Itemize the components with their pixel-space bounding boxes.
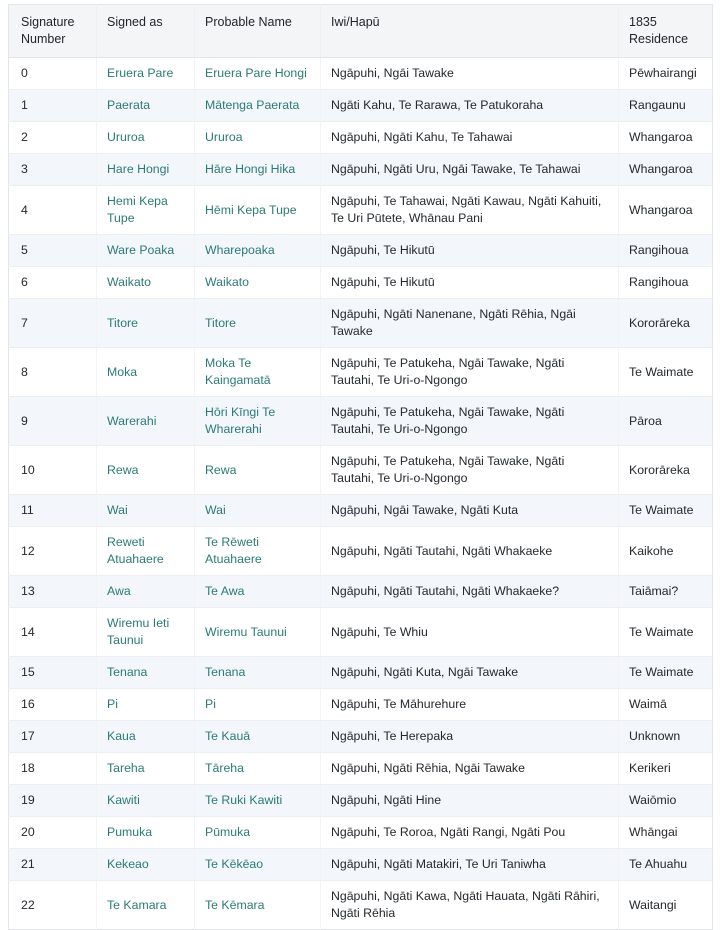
cell-signed-as[interactable]	[97, 90, 195, 122]
cell-signed-as-link[interactable]: Tareha	[107, 761, 145, 775]
cell-signed-as-link[interactable]: Ururoa	[107, 130, 145, 144]
cell-signed-as-link[interactable]: Tenana	[107, 665, 148, 679]
cell-signature-number: 19	[9, 785, 97, 817]
cell-signed-as[interactable]	[97, 154, 195, 186]
cell-probable-name[interactable]	[195, 881, 321, 930]
table-row	[9, 576, 713, 608]
cell-signature-number: 21	[9, 849, 97, 881]
cell-signed-as-link[interactable]: Wiremu Ieti Taunui	[107, 616, 170, 647]
cell-signed-as[interactable]	[97, 186, 195, 235]
cell-iwi-hapu: Ngāpuhi, Te Hikutū	[321, 267, 619, 299]
cell-probable-name[interactable]	[195, 817, 321, 849]
table-row	[9, 348, 713, 397]
cell-signed-as[interactable]	[97, 849, 195, 881]
cell-probable-name[interactable]	[195, 58, 321, 90]
table-row	[9, 154, 713, 186]
cell-probable-name-link[interactable]: Hēmi Kepa Tupe	[205, 202, 297, 217]
cell-signature-number: 13	[9, 576, 97, 608]
cell-signed-as[interactable]	[97, 881, 195, 930]
table-header-row	[9, 5, 713, 58]
table-header	[9, 5, 713, 58]
cell-signature-number: 16	[9, 689, 97, 721]
cell-signed-as[interactable]	[97, 446, 195, 495]
cell-iwi-hapu: Ngāpuhi, Ngāti Tautahi, Ngāti Whakaeke	[321, 527, 619, 576]
cell-signature-number: 17	[9, 721, 97, 753]
cell-probable-name[interactable]	[195, 576, 321, 608]
cell-probable-name[interactable]	[195, 753, 321, 785]
cell-signature-number: 14	[9, 608, 97, 657]
cell-iwi-hapu: Ngāpuhi, Ngāti Kuta, Ngāi Tawake	[321, 657, 619, 689]
cell-iwi-hapu: Ngāpuhi, Te Patukeha, Ngāi Tawake, Ngāti Tautahi, Te Uri-o-Ngongo	[321, 397, 619, 446]
cell-iwi-hapu: Ngāpuhi, Ngāi Tawake, Ngāti Kuta	[321, 495, 619, 527]
cell-signed-as-link[interactable]: Kekeao	[107, 857, 149, 871]
cell-signature-number: 9	[9, 397, 97, 446]
table-row	[9, 849, 713, 881]
cell-1835-residence: Whangaroa	[619, 154, 713, 186]
cell-signed-as-link[interactable]: Pi	[107, 697, 118, 711]
cell-iwi-hapu: Ngāpuhi, Ngāti Kawa, Ngāti Hauata, Ngāti Rāhiri, Ngāti Rēhia	[321, 881, 619, 930]
cell-probable-name-link[interactable]: Titore	[205, 315, 236, 330]
cell-probable-name[interactable]	[195, 446, 321, 495]
cell-signature-number: 10	[9, 446, 97, 495]
cell-probable-name-link[interactable]: Wai	[205, 503, 226, 517]
cell-signature-number: 20	[9, 817, 97, 849]
cell-probable-name[interactable]	[195, 299, 321, 348]
cell-signed-as[interactable]	[97, 299, 195, 348]
cell-probable-name-link[interactable]: Te Rēweti Atuahaere	[205, 535, 262, 566]
cell-1835-residence: Kororāreka	[619, 446, 713, 495]
cell-probable-name[interactable]	[195, 235, 321, 267]
table-row	[9, 785, 713, 817]
cell-iwi-hapu: Ngāpuhi, Te Māhurehure	[321, 689, 619, 721]
cell-probable-name-link[interactable]: Ururoa	[205, 130, 243, 144]
cell-signed-as-link[interactable]: Warerahi	[107, 413, 157, 428]
cell-probable-name-link[interactable]: Rewa	[205, 462, 237, 477]
cell-signature-number: 0	[9, 58, 97, 90]
cell-signed-as-link[interactable]: Titore	[107, 315, 138, 330]
cell-probable-name-link[interactable]: Hāre Hongi Hika	[205, 162, 296, 176]
cell-iwi-hapu: Ngāpuhi, Ngāti Uru, Ngāi Tawake, Te Tahawai	[321, 154, 619, 186]
cell-iwi-hapu: Ngāpuhi, Ngāti Rēhia, Ngāi Tawake	[321, 753, 619, 785]
cell-probable-name[interactable]	[195, 397, 321, 446]
table-row	[9, 186, 713, 235]
cell-1835-residence: Waitangi	[619, 881, 713, 930]
cell-signature-number: 22	[9, 881, 97, 930]
cell-probable-name[interactable]	[195, 689, 321, 721]
cell-signed-as[interactable]	[97, 58, 195, 90]
table-body	[9, 58, 713, 930]
cell-iwi-hapu: Ngāti Kahu, Te Rarawa, Te Patukoraha	[321, 90, 619, 122]
cell-probable-name[interactable]	[195, 348, 321, 397]
table-row	[9, 657, 713, 689]
cell-signed-as-link[interactable]: Te Kamara	[107, 897, 167, 912]
cell-signed-as-link[interactable]: Kaua	[107, 729, 136, 743]
cell-1835-residence: Unknown	[619, 721, 713, 753]
cell-1835-residence: Te Waimate	[619, 608, 713, 657]
cell-probable-name[interactable]	[195, 849, 321, 881]
cell-signed-as-link[interactable]: Kawiti	[107, 793, 140, 807]
cell-probable-name[interactable]	[195, 527, 321, 576]
cell-1835-residence: Pāroa	[619, 397, 713, 446]
cell-1835-residence: Kaikohe	[619, 527, 713, 576]
cell-iwi-hapu: Ngāpuhi, Te Roroa, Ngāti Rangi, Ngāti Pou	[321, 817, 619, 849]
cell-iwi-hapu: Ngāpuhi, Ngāti Hine	[321, 785, 619, 817]
cell-signature-number: 12	[9, 527, 97, 576]
cell-signature-number: 15	[9, 657, 97, 689]
cell-1835-residence: Te Ahuahu	[619, 849, 713, 881]
cell-signed-as[interactable]	[97, 348, 195, 397]
cell-probable-name-link[interactable]: Eruera Pare Hongi	[205, 66, 307, 80]
cell-iwi-hapu: Ngāpuhi, Te Patukeha, Ngāi Tawake, Ngāti Tautahi, Te Uri-o-Ngongo	[321, 446, 619, 495]
cell-signature-number: 18	[9, 753, 97, 785]
cell-iwi-hapu: Ngāpuhi, Ngāi Tawake	[321, 58, 619, 90]
cell-signed-as-link[interactable]: Awa	[107, 584, 131, 598]
cell-signature-number: 6	[9, 267, 97, 299]
column-header-probable-name[interactable]: Probable Name	[195, 5, 321, 58]
cell-probable-name-link[interactable]: Wiremu Taunui	[205, 624, 287, 639]
cell-1835-residence: Te Waimate	[619, 495, 713, 527]
cell-signed-as[interactable]	[97, 495, 195, 527]
cell-1835-residence: Kerikeri	[619, 753, 713, 785]
cell-signature-number: 2	[9, 122, 97, 154]
table-row	[9, 267, 713, 299]
cell-probable-name[interactable]	[195, 267, 321, 299]
cell-iwi-hapu: Ngāpuhi, Ngāti Nanenane, Ngāti Rēhia, Ngāi Tawake	[321, 299, 619, 348]
cell-iwi-hapu: Ngāpuhi, Ngāti Tautahi, Ngāti Whakaeke?	[321, 576, 619, 608]
table-row	[9, 446, 713, 495]
cell-signed-as[interactable]	[97, 527, 195, 576]
cell-signed-as[interactable]	[97, 657, 195, 689]
cell-iwi-hapu: Ngāpuhi, Te Herepaka	[321, 721, 619, 753]
cell-1835-residence: Rangihoua	[619, 235, 713, 267]
cell-signed-as-link[interactable]: Eruera Pare	[107, 66, 174, 80]
cell-signed-as-link[interactable]: Waikato	[107, 275, 151, 289]
cell-1835-residence: Te Waimate	[619, 348, 713, 397]
cell-signature-number: 4	[9, 186, 97, 235]
cell-1835-residence: Whāngai	[619, 817, 713, 849]
cell-signed-as[interactable]	[97, 817, 195, 849]
cell-signature-number: 1	[9, 90, 97, 122]
cell-1835-residence: Pēwhairangi	[619, 58, 713, 90]
table-row	[9, 90, 713, 122]
cell-signature-number: 11	[9, 495, 97, 527]
column-header-iwi-hapu[interactable]: Iwi/Hapū	[321, 5, 619, 58]
cell-probable-name-link[interactable]: Mātenga Paerata	[205, 98, 300, 112]
table-row	[9, 881, 713, 930]
cell-signed-as[interactable]	[97, 122, 195, 154]
cell-probable-name-link[interactable]: Te Ruki Kawiti	[205, 793, 283, 807]
cell-probable-name-link[interactable]: Tenana	[205, 665, 246, 679]
cell-probable-name-link[interactable]: Waikato	[205, 275, 249, 289]
cell-probable-name[interactable]	[195, 186, 321, 235]
column-header-signature-number[interactable]: Signature Number	[9, 5, 97, 58]
cell-signed-as-link[interactable]: Paerata	[107, 98, 151, 112]
cell-signed-as[interactable]	[97, 576, 195, 608]
cell-signed-as[interactable]	[97, 267, 195, 299]
cell-signed-as-link[interactable]: Moka	[107, 364, 138, 379]
cell-iwi-hapu: Ngāpuhi, Ngāti Kahu, Te Tahawai	[321, 122, 619, 154]
table-row	[9, 58, 713, 90]
cell-probable-name-link[interactable]: Te Kēmara	[205, 897, 265, 912]
table-row	[9, 608, 713, 657]
cell-iwi-hapu: Ngāpuhi, Te Whiu	[321, 608, 619, 657]
cell-iwi-hapu: Ngāpuhi, Ngāti Matakiri, Te Uri Taniwha	[321, 849, 619, 881]
cell-signed-as-link[interactable]: Hemi Kepa Tupe	[107, 194, 168, 225]
table-row	[9, 527, 713, 576]
cell-probable-name-link[interactable]: Pūmuka	[205, 825, 251, 839]
cell-signed-as[interactable]	[97, 785, 195, 817]
cell-signature-number: 7	[9, 299, 97, 348]
table-row	[9, 235, 713, 267]
cell-1835-residence: Te Waimate	[619, 657, 713, 689]
cell-signed-as-link[interactable]: Rewa	[107, 462, 139, 477]
cell-probable-name[interactable]	[195, 122, 321, 154]
cell-signature-number: 5	[9, 235, 97, 267]
table-row	[9, 397, 713, 446]
cell-signed-as-link[interactable]: Ware Poaka	[107, 243, 175, 257]
table-row	[9, 299, 713, 348]
table-row	[9, 817, 713, 849]
cell-probable-name-link[interactable]: Wharepoaka	[205, 243, 275, 257]
cell-signature-number: 8	[9, 348, 97, 397]
table-row	[9, 753, 713, 785]
cell-1835-residence: Rangaunu	[619, 90, 713, 122]
table-row	[9, 122, 713, 154]
cell-1835-residence: Waimā	[619, 689, 713, 721]
cell-signature-number: 3	[9, 154, 97, 186]
column-header-1835-residence[interactable]: 1835 Residence	[619, 5, 713, 58]
cell-signed-as-link[interactable]: Hare Hongi	[107, 162, 170, 176]
cell-1835-residence: Taiāmai?	[619, 576, 713, 608]
cell-probable-name-link[interactable]: Te Kēkēao	[205, 857, 264, 871]
cell-probable-name[interactable]	[195, 785, 321, 817]
cell-1835-residence: Whangaroa	[619, 122, 713, 154]
cell-iwi-hapu: Ngāpuhi, Te Tahawai, Ngāti Kawau, Ngāti Kahuiti, Te Uri Pūtete, Whānau Pani	[321, 186, 619, 235]
cell-probable-name-link[interactable]: Te Kauā	[205, 729, 251, 743]
cell-probable-name[interactable]	[195, 657, 321, 689]
cell-1835-residence: Kororāreka	[619, 299, 713, 348]
cell-1835-residence: Waiōmio	[619, 785, 713, 817]
cell-signed-as[interactable]	[97, 397, 195, 446]
cell-signed-as[interactable]	[97, 689, 195, 721]
cell-probable-name[interactable]	[195, 90, 321, 122]
table-row	[9, 689, 713, 721]
cell-1835-residence: Whangaroa	[619, 186, 713, 235]
cell-signed-as-link[interactable]: Reweti Atuahaere	[107, 535, 164, 566]
cell-signed-as-link[interactable]: Wai	[107, 503, 128, 517]
cell-probable-name-link[interactable]: Pi	[205, 697, 216, 711]
cell-probable-name[interactable]	[195, 495, 321, 527]
cell-probable-name[interactable]	[195, 608, 321, 657]
cell-iwi-hapu: Ngāpuhi, Te Patukeha, Ngāi Tawake, Ngāti Tautahi, Te Uri-o-Ngongo	[321, 348, 619, 397]
cell-probable-name[interactable]	[195, 154, 321, 186]
table-row	[9, 495, 713, 527]
cell-probable-name-link[interactable]: Moka Te Kaingamatā	[205, 356, 271, 387]
cell-1835-residence: Rangihoua	[619, 267, 713, 299]
cell-probable-name-link[interactable]: Tāreha	[205, 761, 244, 775]
cell-iwi-hapu: Ngāpuhi, Te Hikutū	[321, 235, 619, 267]
cell-signed-as[interactable]	[97, 753, 195, 785]
cell-signed-as[interactable]	[97, 608, 195, 657]
signatories-table	[8, 4, 713, 930]
cell-signed-as-link[interactable]: Pumuka	[107, 825, 153, 839]
cell-probable-name-link[interactable]: Hōri Kīngi Te Wharerahi	[205, 405, 276, 436]
cell-probable-name-link[interactable]: Te Awa	[205, 584, 245, 598]
cell-signed-as[interactable]	[97, 235, 195, 267]
column-header-signed-as[interactable]: Signed as	[97, 5, 195, 58]
